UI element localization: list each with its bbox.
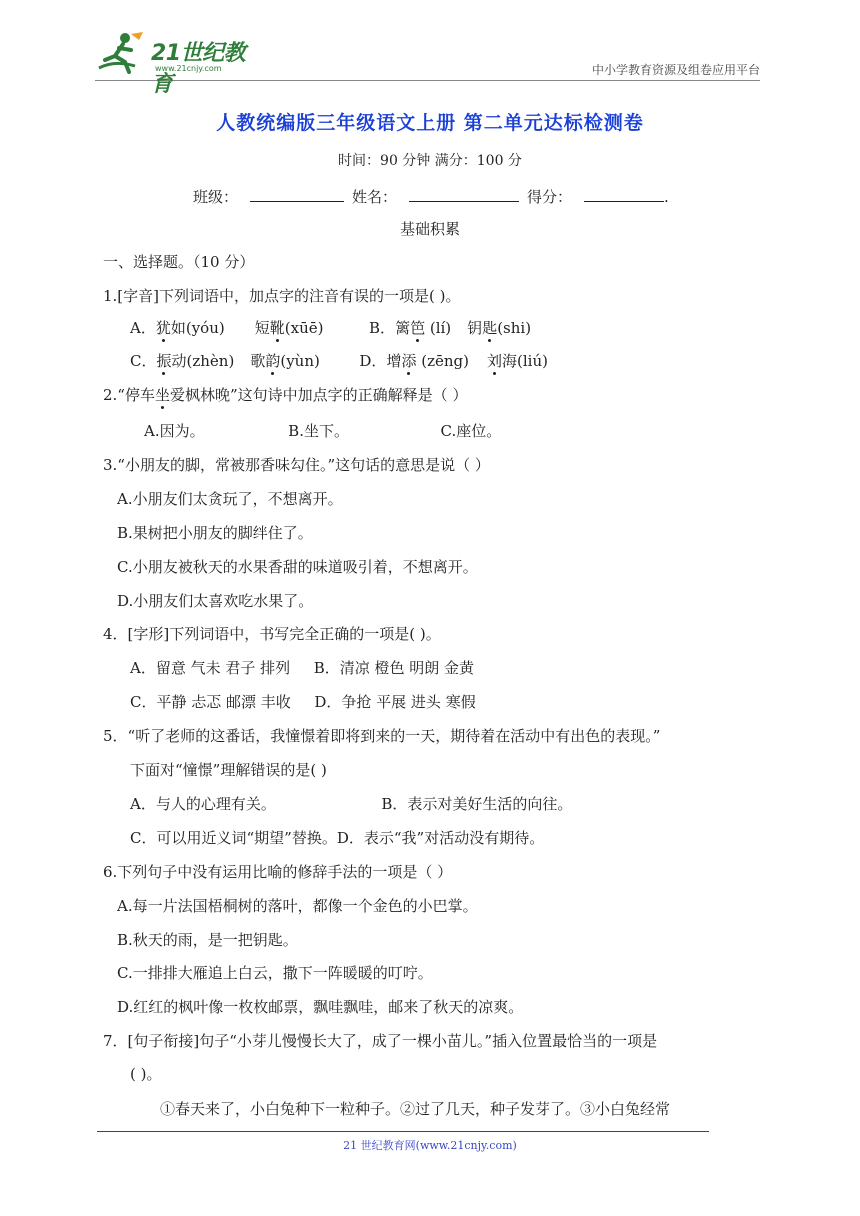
page-header	[95, 30, 760, 97]
name-blank[interactable]	[409, 185, 519, 202]
field-end: .	[664, 188, 669, 206]
score-label: 得分：	[527, 188, 573, 206]
q5-row-ab	[130, 794, 572, 814]
q5-option-d: D．表示“我”对活动没有期待。	[336, 829, 545, 847]
q1-row-ab	[130, 318, 531, 338]
q4-option-b: B．清凉 橙色 明朗 金黄	[313, 659, 475, 677]
name-label: 姓名：	[352, 188, 398, 206]
footer-divider	[97, 1131, 709, 1132]
q4-row-cd	[130, 692, 476, 712]
exam-meta: 时间：90 分钟 满分：100 分	[338, 153, 522, 169]
q3-option-a: A.小朋友们太贪玩了，不想离开。	[117, 490, 343, 508]
class-blank[interactable]	[250, 185, 344, 202]
page-footer: 21 世纪教育网(www.21cnjy.com)	[343, 1139, 517, 1152]
logo-url: www.21cnjy.com	[155, 64, 222, 73]
q5-option-a: A．与人的心理有关。	[130, 795, 276, 813]
class-label: 班级：	[193, 188, 239, 206]
q3-option-d: D.小朋友们太喜欢吃水果了。	[117, 592, 314, 610]
question-7: 7．[句子衔接]句子“小芽儿慢慢长大了，成了一棵小苗儿。”插入位置最恰当的一项是	[103, 1032, 658, 1050]
question-5-prompt: 下面对“憧憬”理解错误的是( )	[130, 761, 327, 779]
question-3: 3.“小朋友的脚，常被那香味勾住。”这句话的意思是说（ ）	[103, 456, 490, 474]
q5-option-b: B．表示对美好生活的向往。	[381, 795, 573, 813]
page-title: 人教统编版三年级语文上册 第二单元达标检测卷	[216, 112, 644, 134]
question-7-passage: ①春天来了，小白兔种下一粒种子。②过了几天，种子发芽了。③小白兔经常	[160, 1100, 671, 1118]
q3-option-c: C.小朋友被秋天的水果香甜的味道吸引着，不想离开。	[117, 558, 478, 576]
question-2: 2.“停车坐爱枫林晚”这句诗中加点字的正确解释是（ ）	[103, 386, 468, 404]
q1-option-b: B．篱笆 (lí) 钥匙(shi)	[369, 319, 532, 337]
q4-option-a: A．留意 气未 君子 排列	[130, 659, 291, 677]
q3-option-b: B.果树把小朋友的脚绊住了。	[117, 524, 313, 542]
q1-option-a: A．犹如(yóu) 短靴(xūē)	[130, 319, 324, 337]
question-5: 5．“听了老师的这番话，我憧憬着即将到来的一天，期待着在活动中有出色的表现。”	[103, 727, 661, 745]
score-blank[interactable]	[584, 185, 664, 202]
q1-option-c: C．振动(zhèn) 歌韵(yùn)	[130, 352, 320, 370]
q2-option-c: C.座位。	[440, 422, 502, 440]
q1-option-d: D．增添 (zēng) 刘海(liú)	[359, 352, 548, 370]
question-6: 6.下列句子中没有运用比喻的修辞手法的一项是（ ）	[103, 863, 453, 881]
student-info-fields	[193, 185, 669, 207]
question-1: 1.[字音]下列词语中，加点字的注音有误的一项是( )。	[103, 287, 461, 305]
q6-option-b: B.秋天的雨，是一把钥匙。	[117, 931, 298, 949]
q6-option-d: D.红红的枫叶像一枚枚邮票，飘哇飘哇，邮来了秋天的凉爽。	[117, 998, 524, 1016]
question-4: 4．[字形]下列词语中，书写完全正确的一项是( )。	[103, 625, 441, 643]
q2-option-a: A.因为。	[144, 422, 205, 440]
question-7-blank: ( )。	[130, 1065, 162, 1083]
q5-row-cd	[130, 828, 544, 848]
q6-option-a: A.每一片法国梧桐树的落叶，都像一个金色的小巴掌。	[117, 897, 478, 915]
runner-logo-icon	[95, 30, 151, 76]
q1-row-cd	[130, 351, 548, 371]
q6-option-c: C.一排排大雁追上白云，撒下一阵暖暖的叮咛。	[117, 964, 433, 982]
platform-name: 中小学教育资源及组卷应用平台	[591, 63, 760, 77]
logo-text: 21世纪教育	[151, 41, 246, 97]
q5-option-c: C．可以用近义词“期望”替换。	[130, 829, 337, 847]
site-logo	[95, 30, 265, 97]
q2-option-b: B.坐下。	[288, 422, 349, 440]
section-heading: 基础积累	[399, 220, 460, 238]
q4-option-c: C．平静 忐忑 邮漂 丰收	[130, 693, 291, 711]
q4-row-ab	[130, 658, 474, 678]
part-heading: 一、选择题。（10 分）	[103, 253, 255, 271]
q2-options	[144, 421, 501, 441]
q4-option-d: D．争抢 平展 进头 寒假	[314, 693, 476, 711]
